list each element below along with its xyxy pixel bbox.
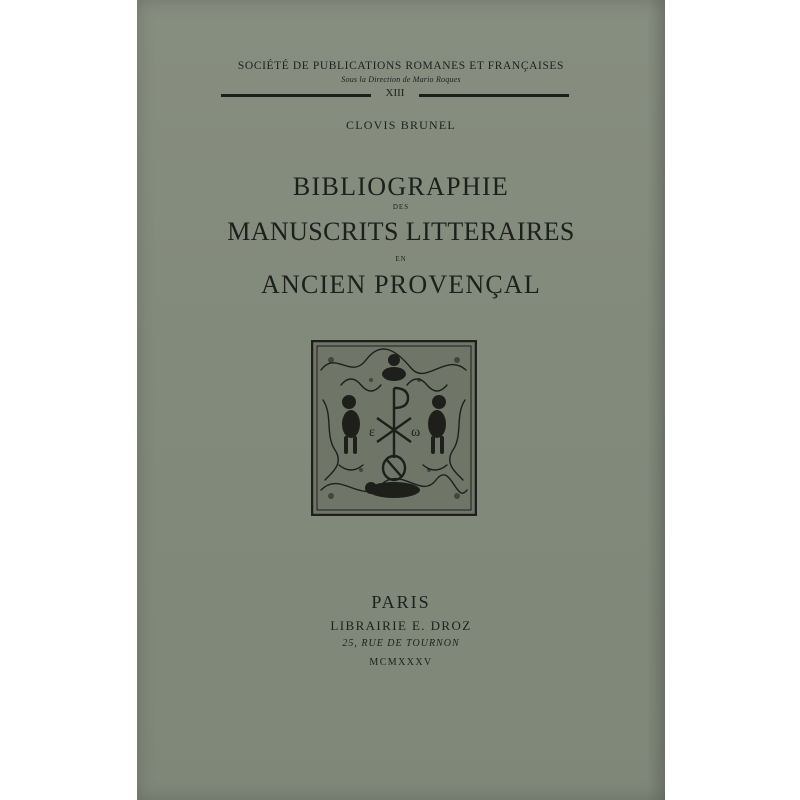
rule-left: [221, 94, 371, 97]
title-connector-2: EN: [395, 255, 407, 263]
publisher-city: PARIS: [371, 592, 431, 612]
author-name: CLOVIS BRUNEL: [346, 118, 456, 132]
publisher-name: LIBRAIRIE E. DROZ: [330, 618, 472, 633]
title-line-3: ANCIEN PROVENÇAL: [261, 270, 541, 299]
publisher-address: 25, RUE DE TOURNON: [342, 638, 460, 649]
title-line-1: BIBLIOGRAPHIE: [292, 172, 510, 201]
svg-text:ε: ε: [369, 425, 375, 440]
volume-number: XIII: [385, 87, 405, 99]
printer-device-icon: [311, 340, 477, 516]
series-director: Sous la Direction de Mario Roques: [341, 75, 461, 84]
series-rule: [221, 88, 569, 102]
rule-right: [419, 94, 569, 97]
title-line-2: MANUSCRITS LITTERAIRES: [227, 217, 575, 246]
book-cover: [137, 0, 665, 800]
series-title: SOCIÉTÉ DE PUBLICATIONS ROMANES ET FRANÇAISES: [237, 60, 565, 72]
title-connector-1: DES: [392, 203, 410, 211]
svg-text:ω: ω: [411, 425, 421, 440]
publication-year: MCMXXXV: [369, 657, 433, 668]
